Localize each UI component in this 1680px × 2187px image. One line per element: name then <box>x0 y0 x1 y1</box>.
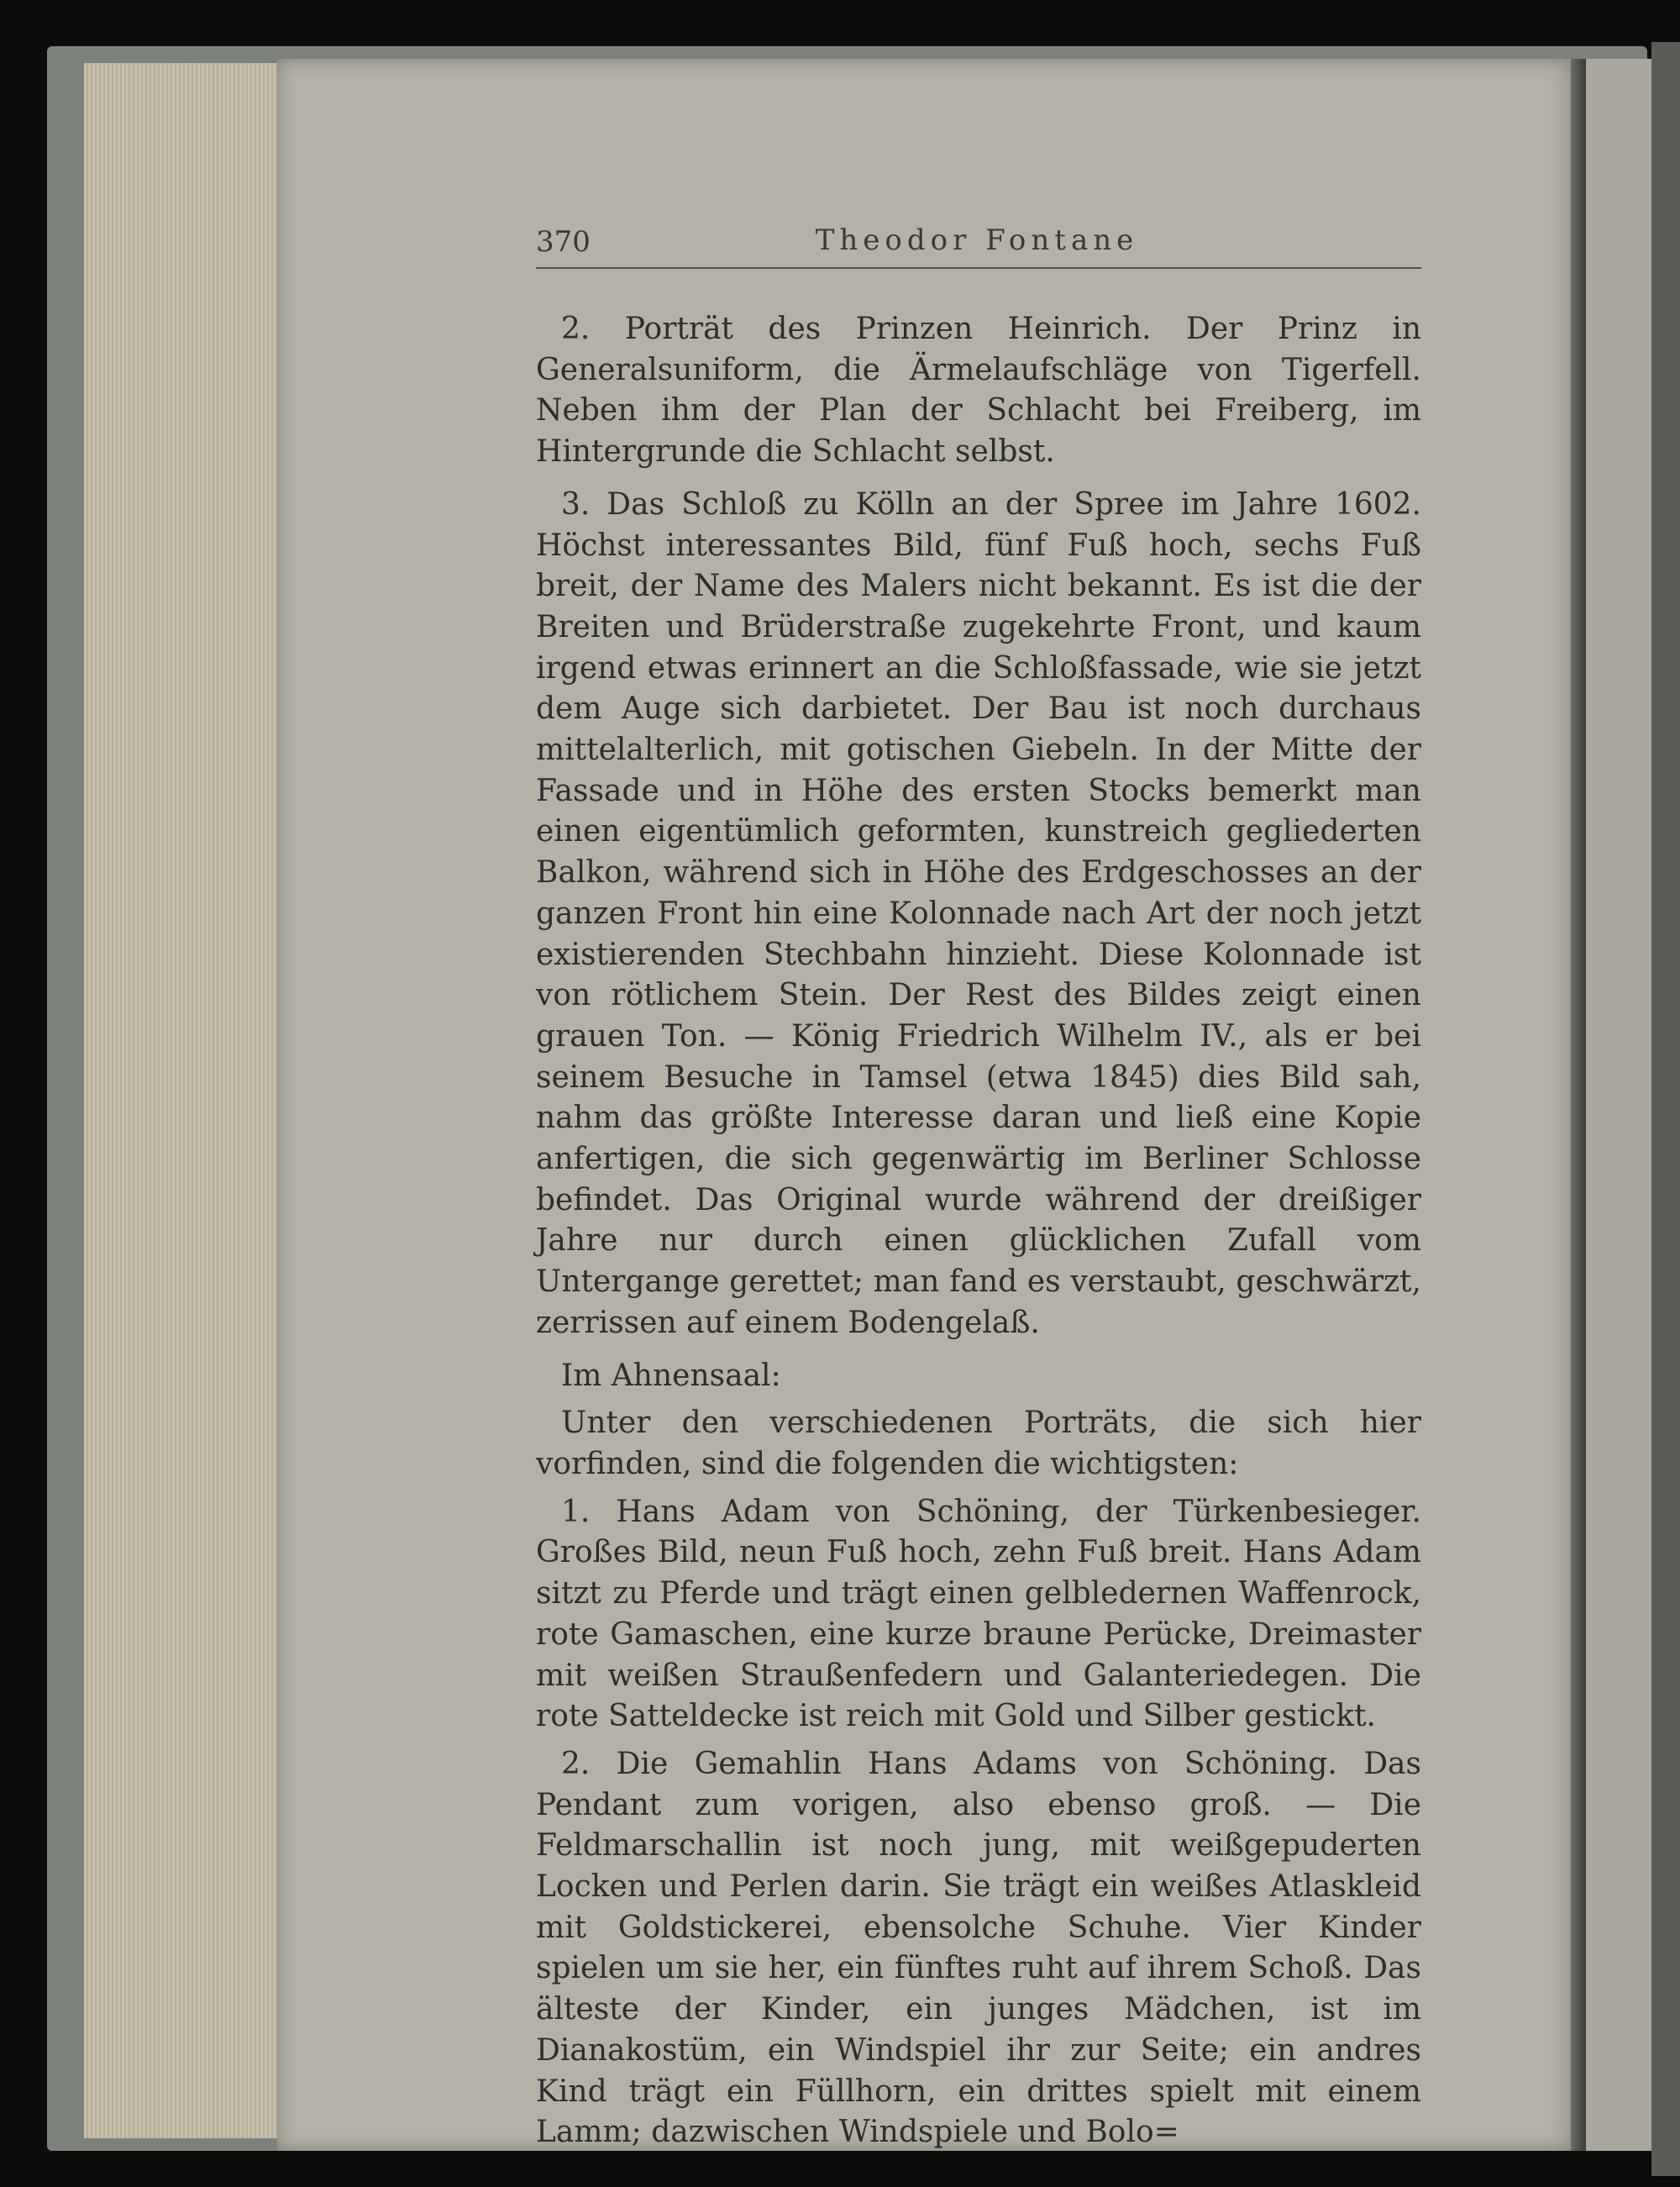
paragraph-schloss-koelln: 3. Das Schloß zu Kölln an der Spree im Jahre 1602. Höchst interessantes Bild, fünf Fuß hoch, sechs Fuß breit, der Name des Malers nicht bekannt. Es ist die der Breiten und Brüderstraße zugekehrte Front, und kaum irgend etwas erinnert an die Schloßfassade, wie sie jetzt dem Auge sich darbietet. Der Bau ist noch durchaus mittelalterlich, mit gotischen Giebeln. In der Mitte der Fassade und in Höhe des ersten Stocks bemerkt man einen eigentümlich geformten, kunstreich gegliederten Balkon, während sich in Höhe des Erdgeschosses an der ganzen Front hin eine Kolonnade nach Art der noch jetzt existierenden Stechbahn hinzieht. Diese Kolonnade ist von rötlichem Stein. Der Rest des Bildes zeigt einen grauen Ton. — König Friedrich Wilhelm IV., als er bei seinem Besuche in Tamsel (etwa 1845) dies Bild sah, nahm das größte Interesse daran und ließ eine Kopie anfertigen, die sich gegenwärtig im Berliner Schlosse befindet. Das Original wurde während der dreißiger Jahre nur durch einen glücklichen Zufall vom Untergange gerettet; man fand es verstaubt, geschwärzt, zerrissen auf einem Bodengelaß. <box>536 486 1421 1340</box>
paragraph-gemahlin: 2. Die Gemahlin Hans Adams von Schöning. Das Pendant zum vorigen, also ebenso groß. — Die Feldmarschallin ist noch jung, mit weißgepuderten Locken und Perlen darin. Sie trägt ein weißes Atlaskleid mit Goldstickerei, ebensolche Schuhe. Vier Kinder spielen um sie her, ein fünftes ruht auf ihrem Schoß. Das älteste der Kinder, ein junges Mädchen, ist im Dianakostüm, ein Windspiel ihr zur Seite; ein andres Kind trägt ein Füllhorn, ein drittes spielt mit einem Lamm; dazwischen Windspiele und Bolo= <box>536 1746 1421 2150</box>
running-title: Theodor Fontane <box>815 223 1139 257</box>
paragraph-portrait-heinrich: 2. Porträt des Prinzen Heinrich. Der Prinz in Generalsuniform, die Ärmelaufschläge von Tigerfell. Neben ihm der Plan der Schlacht bei Freiberg, im Hintergrunde die Schlacht selbst. <box>536 312 1421 470</box>
facing-cover-edge <box>1651 42 1680 2176</box>
paragraph-hans-adam: 1. Hans Adam von Schöning, der Türkenbesieger. Großes Bild, neun Fuß hoch, zehn Fuß breit. Hans Adam sitzt zu Pferde und trägt einen gelbledernen Waffenrock, rote Gamaschen, eine kurze braune Perücke, Dreimaster mit weißen Straußenfedern und Galanteriedegen. Die rote Satteldecke ist reich mit Gold und Silber gestickt. <box>536 1494 1421 1734</box>
section-heading-ahnensaal: Im Ahnensaal: <box>561 1358 781 1393</box>
header-rule <box>536 267 1421 269</box>
paragraph-ahnensaal-intro: Unter den verschiedenen Porträts, die sich hier vorfinden, sind die folgenden die wichtigsten: <box>536 1406 1421 1481</box>
page-edges <box>84 63 286 2138</box>
running-head <box>536 222 1418 272</box>
body-text <box>536 309 1421 2153</box>
page-number: 370 <box>536 225 591 259</box>
book-gutter <box>1571 59 1586 2151</box>
